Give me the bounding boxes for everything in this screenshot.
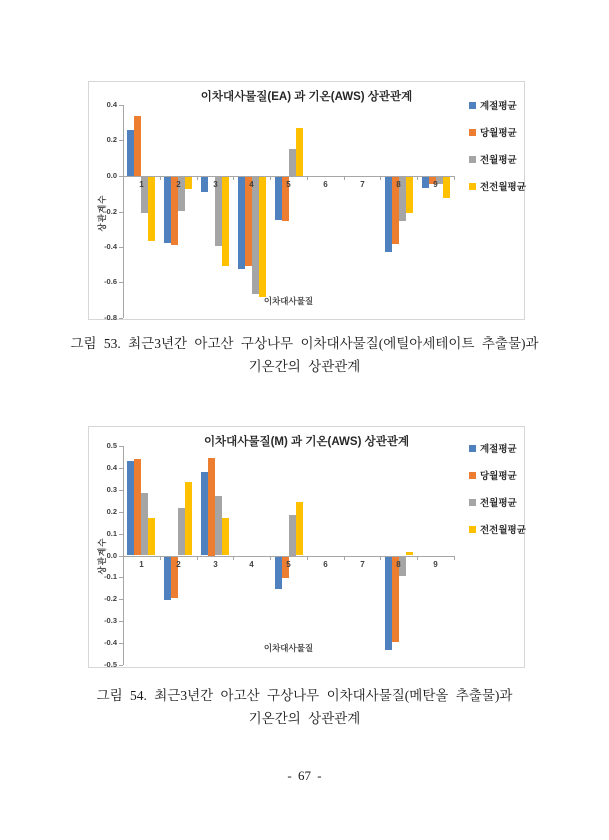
bar-series4-cat4 (259, 177, 266, 297)
x-tick-label: 1 (139, 180, 144, 189)
legend-item (469, 495, 526, 509)
legend-label: 계절평균 (480, 444, 517, 455)
y-axis-tick (119, 140, 123, 141)
y-tick-label: -0.3 (104, 616, 117, 625)
bar-series2-cat3 (208, 458, 215, 556)
legend-item (469, 125, 526, 139)
legend-label: 전전월평균 (480, 525, 526, 536)
chart-m-legend (469, 441, 526, 536)
page-number: - 67 - (287, 768, 322, 783)
legend-item (469, 468, 526, 482)
bar-series4-cat5 (296, 128, 303, 176)
y-tick-label: 0.0 (106, 551, 117, 560)
bar-series1-cat4 (238, 177, 245, 269)
bar-series2-cat1 (134, 116, 141, 176)
y-axis-line (123, 105, 124, 318)
x-tick-label: 1 (139, 560, 144, 569)
y-tick-label: -0.1 (104, 572, 117, 581)
x-tick-label: 2 (176, 180, 181, 189)
legend-item (469, 441, 526, 455)
y-axis-tick (119, 318, 123, 319)
y-tick-label: 0.1 (106, 529, 117, 538)
chart-m-x-axis-title: 이차대사물질 (263, 643, 314, 653)
legend-item (469, 522, 526, 536)
y-tick-label: 0.5 (106, 441, 117, 450)
bar-series3-cat2 (178, 508, 185, 555)
bar-series4-cat2 (185, 482, 192, 555)
x-tick-label: 4 (249, 560, 254, 569)
y-axis-tick (119, 468, 123, 469)
bar-series3-cat5 (289, 149, 296, 176)
legend-label: 당월평균 (480, 128, 517, 139)
y-axis-tick (119, 577, 123, 578)
figure-53-caption-line2: 기온간의 상관관계 (248, 359, 361, 374)
x-tick-label: 2 (176, 560, 181, 569)
y-axis-tick (119, 446, 123, 447)
legend-item (469, 98, 526, 112)
bar-series3-cat4 (252, 177, 259, 294)
legend-item (469, 152, 526, 166)
legend-swatch-icon (469, 102, 476, 109)
x-tick-label: 5 (286, 560, 291, 569)
legend-swatch-icon (469, 183, 476, 190)
y-axis-tick (119, 212, 123, 213)
bar-series2-cat1 (134, 459, 141, 555)
bar-series3-cat1 (141, 493, 148, 555)
legend-item (469, 179, 526, 193)
bar-series4-cat3 (222, 518, 229, 555)
chart-m-plot-area (89, 427, 524, 667)
y-axis-tick (119, 621, 123, 622)
legend-label: 전월평균 (480, 155, 517, 166)
chart-ea-plot-area (89, 82, 524, 322)
bar-series1-cat1 (127, 130, 134, 176)
y-axis-tick (119, 247, 123, 248)
figure-53-caption (0, 332, 609, 378)
chart-ea-y-axis-title: 상관계수 (97, 194, 107, 232)
bar-series3-cat3 (215, 496, 222, 555)
bar-series4-cat5 (296, 502, 303, 556)
x-tick-label: 4 (249, 180, 254, 189)
y-axis-tick (119, 534, 123, 535)
figure-54-caption (0, 684, 609, 730)
chart-m-y-axis-title: 상관계수 (97, 537, 107, 575)
y-tick-label: -0.4 (104, 638, 117, 647)
legend-label: 당월평균 (480, 471, 517, 482)
chart-ea-title: 이차대사물질(EA) 과 기온(AWS) 상관관계 (200, 91, 413, 103)
legend-swatch-icon (469, 156, 476, 163)
x-tick-label: 6 (323, 560, 328, 569)
legend-swatch-icon (469, 499, 476, 506)
x-tick-label: 6 (323, 180, 328, 189)
legend-swatch-icon (469, 445, 476, 452)
y-axis-tick (119, 599, 123, 600)
y-tick-label: 0.2 (106, 507, 117, 516)
bar-series1-cat3 (201, 472, 208, 555)
bar-series2-cat4 (245, 177, 252, 266)
legend-swatch-icon (469, 526, 476, 533)
y-tick-label: 0.4 (106, 100, 117, 109)
figure-54-caption-line2: 기온간의 상관관계 (248, 711, 361, 726)
y-axis-tick (119, 512, 123, 513)
legend-label: 계절평균 (480, 101, 517, 112)
x-tick-label: 8 (396, 180, 401, 189)
legend-swatch-icon (469, 472, 476, 479)
x-tick-label: 3 (213, 180, 218, 189)
bar-series2-cat8 (392, 557, 399, 642)
y-axis-tick (119, 490, 123, 491)
bar-series1-cat1 (127, 461, 134, 555)
bar-series4-cat8 (406, 552, 413, 555)
chart-ea-legend (469, 98, 526, 193)
legend-label: 전월평균 (480, 498, 517, 509)
bar-series4-cat1 (148, 518, 155, 555)
legend-swatch-icon (469, 129, 476, 136)
y-tick-label: -0.8 (104, 313, 117, 322)
x-axis-tick (454, 556, 455, 560)
x-tick-label: 8 (396, 560, 401, 569)
y-tick-label: 0.2 (106, 135, 117, 144)
bar-series3-cat5 (289, 515, 296, 556)
bar-series1-cat8 (385, 557, 392, 650)
x-tick-label: 5 (286, 180, 291, 189)
chart-m-title: 이차대사물질(M) 과 기온(AWS) 상관관계 (203, 436, 410, 448)
y-tick-label: -0.2 (104, 594, 117, 603)
y-tick-label: -0.4 (104, 242, 117, 251)
bar-series4-cat3 (222, 177, 229, 266)
chart-m (88, 426, 525, 668)
x-tick-label: 9 (433, 560, 438, 569)
y-tick-label: 0.4 (106, 463, 117, 472)
legend-label: 전전월평균 (480, 182, 526, 193)
y-axis-tick (119, 105, 123, 106)
figure-54-caption-line1: 그림 54. 최근3년간 아고산 구상나무 이차대사물질(메탄올 추출물)과 (96, 688, 513, 703)
x-tick-label: 3 (213, 560, 218, 569)
y-tick-label: 0.3 (106, 485, 117, 494)
x-tick-label: 9 (433, 180, 438, 189)
y-tick-label: -0.2 (104, 207, 117, 216)
x-tick-label: 7 (360, 180, 365, 189)
chart-ea-x-axis-title: 이차대사물질 (263, 296, 314, 306)
x-axis-tick (454, 176, 455, 180)
y-tick-label: -0.5 (104, 660, 117, 669)
figure-53-caption-line1: 그림 53. 최근3년간 아고산 구상나무 이차대사물질(에틸아세테이트 추출물)과 (70, 336, 539, 351)
x-tick-label: 7 (360, 560, 365, 569)
y-tick-label: -0.6 (104, 277, 117, 286)
y-tick-label: 0.0 (106, 171, 117, 180)
y-axis-tick (119, 665, 123, 666)
chart-ea (88, 81, 525, 320)
y-axis-tick (119, 282, 123, 283)
